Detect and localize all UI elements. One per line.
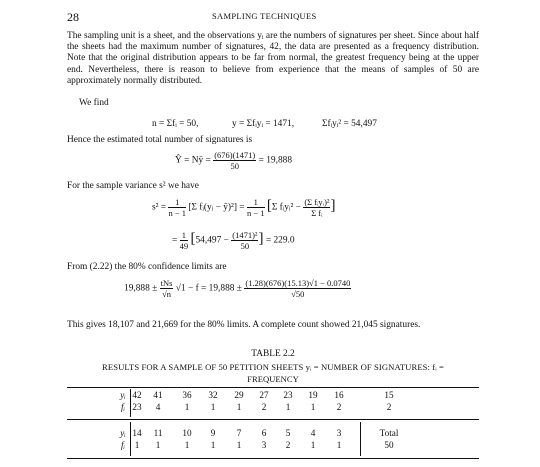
confidence-f2-num: (1.28)(676)(15.13)√1 − 0.0740	[245, 278, 351, 288]
variance-f4-den: 49	[179, 241, 189, 251]
confidence-f1-num: tNs	[160, 278, 173, 288]
table-middle-rule	[67, 419, 479, 420]
paragraph-sampling-unit: The sampling unit is a sheet, and the observations yᵢ are the numbers of signatures per sheet. Since about half the sheets had the maximum number of signatures, 42, the data are presented as a frequency distribution. Note that the original distribution appears to be far from normal, the greatest frequency being at the upper end. Nevertheless, there is reason to believe from experience that the means of samples of 50 are approximately normally distributed.	[67, 31, 479, 86]
table-cell-bottom-f-9: 50	[384, 440, 394, 450]
table-cell-top-y-4: 29	[234, 390, 244, 400]
table-cell-top-y-8: 16	[334, 390, 344, 400]
row-label-top-f: fᵢ	[120, 402, 125, 412]
table-vertical-rule-1	[130, 422, 131, 456]
variance-equation-line2	[172, 230, 295, 251]
variance-f1-num: 1	[168, 197, 186, 208]
estimate-denominator: 50	[230, 161, 239, 171]
confidence-equation	[124, 278, 351, 299]
table-cell-bottom-f-2: 1	[184, 440, 190, 450]
variance-f5-num: (1471)²	[232, 230, 258, 240]
variance-mid: [Σ fᵢ(yᵢ − ȳ)²] =	[188, 202, 245, 213]
variance-bracket-a: Σ fᵢyᵢ² −	[271, 202, 301, 213]
estimate-rhs: = 19,888	[258, 155, 293, 166]
table-cell-top-y-1: 41	[153, 390, 163, 400]
table-cell-top-y-2: 36	[182, 390, 192, 400]
table-cell-bottom-y-8: 3	[336, 428, 342, 438]
row-label-bottom-y: yᵢ	[120, 428, 126, 438]
table-label: TABLE 2.2	[251, 349, 295, 359]
table-cell-bottom-f-1: 1	[155, 440, 161, 450]
table-cell-bottom-y-9: Total	[379, 428, 399, 438]
sum-y-squared: Σfᵢyᵢ² = 54,497	[322, 119, 377, 129]
variance-line2-rhs: = 229.0	[265, 235, 295, 246]
variance-f2-den: n − 1	[246, 208, 265, 218]
table-top-rule	[67, 387, 479, 388]
table-cell-bottom-f-6: 2	[285, 440, 291, 450]
table-cell-top-f-8: 2	[336, 402, 342, 412]
table-cell-bottom-y-2: 10	[182, 428, 192, 438]
confidence-text: From (2.22) the 80% confidence limits are	[67, 262, 227, 272]
variance-fraction-3	[303, 197, 330, 218]
variance-text: For the sample variance s² we have	[67, 181, 199, 191]
table-cell-bottom-y-5: 6	[261, 428, 267, 438]
table-cell-top-f-5: 2	[261, 402, 267, 412]
variance-f5-den: 50	[240, 241, 250, 251]
hence-text: Hence the estimated total number of signatures is	[67, 135, 253, 145]
conclusion-paragraph: This gives 18,107 and 21,669 for the 80% limits. A complete count showed 21,045 signatures.	[67, 320, 421, 330]
table-vertical-rule-2	[360, 422, 361, 456]
variance-fraction-1	[168, 197, 186, 218]
variance-equation-line1	[152, 197, 335, 218]
table-cell-top-y-7: 19	[308, 390, 318, 400]
table-cell-top-y-6: 23	[283, 390, 293, 400]
variance-f1-den: n − 1	[168, 208, 186, 218]
table-cell-bottom-f-8: 1	[336, 440, 342, 450]
confidence-f1-den: √n	[162, 289, 171, 299]
table-cell-top-f-0: 23	[132, 402, 142, 412]
table-cell-top-y-0: 42	[132, 390, 142, 400]
table-cell-bottom-y-1: 11	[153, 428, 163, 438]
table-cell-top-f-6: 1	[285, 402, 291, 412]
table-cell-bottom-y-4: 7	[236, 428, 242, 438]
table-caption-line1: RESULTS FOR A SAMPLE OF 50 PETITION SHEETS yᵢ = NUMBER OF SIGNATURES: fᵢ =	[102, 362, 444, 372]
sum-n: n = Σfᵢ = 50,	[152, 119, 199, 129]
variance-f3-den: Σ fᵢ	[311, 208, 323, 218]
page-number: 28	[67, 10, 79, 24]
close-bracket-2: ]	[258, 230, 264, 247]
table-bottom-rule	[67, 458, 479, 459]
table-cell-top-f-9: 2	[386, 402, 392, 412]
we-find-text: We find	[79, 98, 109, 108]
table-cell-bottom-f-3: 1	[210, 440, 216, 450]
variance-lhs: s² =	[152, 202, 167, 213]
row-label-top-y: yᵢ	[120, 390, 126, 400]
close-bracket: ]	[330, 197, 336, 214]
estimate-numerator: (676)(1471)	[214, 150, 256, 160]
table-vertical-rule-0	[130, 389, 131, 417]
table-cell-bottom-f-7: 1	[310, 440, 316, 450]
variance-f3-num: (Σ fᵢyᵢ)²	[304, 197, 330, 207]
table-cell-bottom-f-5: 3	[261, 440, 267, 450]
estimate-equation	[175, 150, 292, 171]
variance-f4-num: 1	[180, 230, 189, 241]
variance-fraction-4	[180, 230, 189, 251]
confidence-fraction-1	[160, 278, 174, 299]
table-cell-bottom-f-4: 1	[236, 440, 242, 450]
variance-bracket-b: 54,497 −	[195, 235, 229, 246]
table-caption-line2: FREQUENCY	[247, 374, 299, 384]
confidence-mid: √1 − f = 19,888 ±	[175, 283, 242, 294]
table-cell-bottom-y-3: 9	[210, 428, 216, 438]
table-cell-bottom-y-0: 14	[132, 428, 142, 438]
variance-fraction-2	[247, 197, 265, 218]
table-cell-bottom-f-0: 1	[134, 440, 140, 450]
table-cell-bottom-y-6: 5	[285, 428, 291, 438]
row-label-bottom-f: fᵢ	[120, 440, 125, 450]
confidence-f2-den: √50	[291, 289, 305, 299]
table-cell-bottom-y-7: 4	[310, 428, 316, 438]
table-cell-top-f-4: 1	[236, 402, 242, 412]
estimate-lhs: Ŷ = Nȳ =	[175, 155, 211, 166]
open-bracket-2: [	[190, 230, 196, 247]
sum-y: y = Σfᵢyᵢ = 1471,	[232, 119, 295, 129]
estimate-fraction	[213, 150, 256, 171]
table-cell-top-f-7: 1	[310, 402, 316, 412]
confidence-lhs: 19,888 ±	[124, 283, 158, 294]
table-cell-top-f-3: 1	[210, 402, 216, 412]
table-cell-top-y-9: 15	[384, 390, 394, 400]
variance-f2-num: 1	[247, 197, 265, 208]
table-cell-top-y-3: 32	[208, 390, 218, 400]
table-cell-top-f-2: 1	[184, 402, 190, 412]
table-cell-top-f-1: 4	[155, 402, 161, 412]
variance-line2-eq: =	[172, 235, 178, 246]
table-cell-top-y-5: 27	[259, 390, 269, 400]
variance-fraction-5	[231, 230, 258, 251]
running-head: SAMPLING TECHNIQUES	[212, 11, 317, 21]
open-bracket: [	[266, 197, 272, 214]
confidence-fraction-2	[244, 278, 351, 299]
